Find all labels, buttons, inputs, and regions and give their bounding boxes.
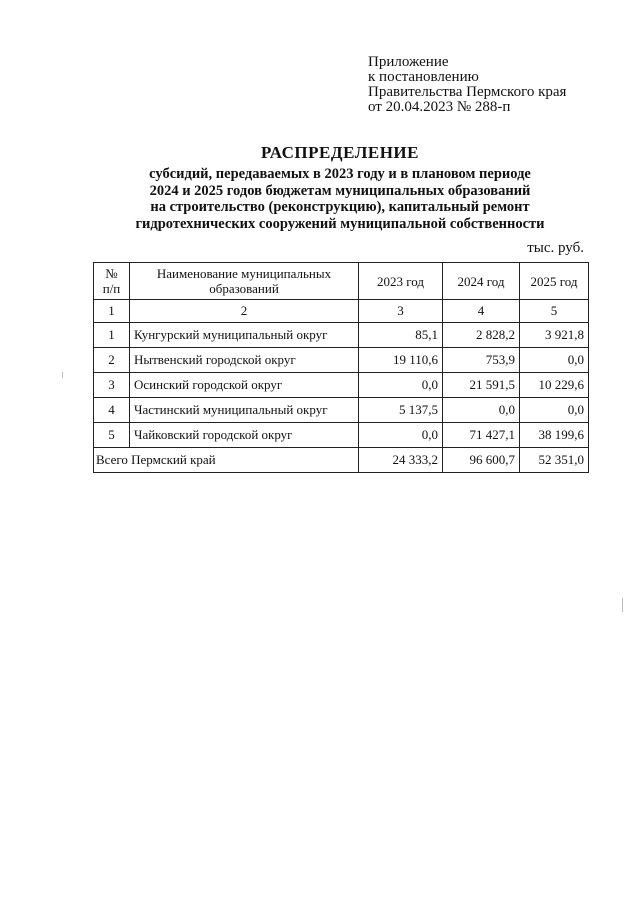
value-2025: 10 229,6 — [520, 373, 589, 398]
municipality-name: Частинский муниципальный округ — [130, 398, 359, 423]
appendix-line-3: Правительства Пермского края — [368, 84, 567, 100]
column-number: 5 — [520, 300, 589, 323]
subtitle-line-3: на строительство (реконструкцию), капитальный ремонт — [150, 199, 530, 215]
municipality-name: Чайковский городской округ — [130, 423, 359, 448]
row-number: 5 — [94, 423, 130, 448]
value-2023: 0,0 — [359, 423, 443, 448]
column-number: 1 — [94, 300, 130, 323]
row-number: 1 — [94, 323, 130, 348]
total-2025: 52 351,0 — [520, 448, 589, 473]
appendix-line-2: к постановлению — [368, 69, 479, 85]
value-2025: 38 199,6 — [520, 423, 589, 448]
header-number-line-1: № — [105, 266, 118, 281]
value-2023: 0,0 — [359, 373, 443, 398]
header-name-line-1: Наименование муниципальных — [156, 266, 332, 281]
column-number: 4 — [443, 300, 520, 323]
subtitle-line-2: 2024 и 2025 годов бюджетам муниципальных образований — [149, 182, 531, 199]
total-2024: 96 600,7 — [443, 448, 520, 473]
value-2024: 21 591,5 — [443, 373, 520, 398]
scan-speck — [62, 372, 63, 378]
column-number-row — [94, 300, 589, 323]
header-number — [94, 263, 130, 300]
header-2023: 2023 год — [359, 263, 443, 300]
header-2024: 2024 год — [443, 263, 520, 300]
row-number: 4 — [94, 398, 130, 423]
total-row — [94, 448, 589, 473]
value-2023: 5 137,5 — [359, 398, 443, 423]
value-2024: 2 828,2 — [443, 323, 520, 348]
value-2025: 3 921,8 — [520, 323, 589, 348]
subtitle-line-1: субсидий, передаваемых в 2023 году и в плановом периоде — [149, 166, 531, 182]
appendix-line-4: от 20.04.2023 № 288-п — [368, 99, 511, 115]
total-label: Всего Пермский край — [94, 448, 359, 473]
value-2025: 0,0 — [520, 398, 589, 423]
appendix-line-1: Приложение — [368, 54, 449, 70]
appendix-block — [368, 55, 566, 115]
header-name-line-2: образований — [209, 281, 279, 296]
column-number: 3 — [359, 300, 443, 323]
scan-speck — [622, 598, 623, 612]
municipality-name: Нытвенский городской округ — [130, 348, 359, 373]
table-row — [94, 348, 589, 373]
document-subtitle — [0, 166, 640, 232]
table-header-row — [94, 263, 589, 300]
value-2025: 0,0 — [520, 348, 589, 373]
header-number-line-2: п/п — [102, 281, 121, 296]
table-row — [94, 323, 589, 348]
table-row — [94, 398, 589, 423]
header-name — [130, 263, 359, 300]
value-2024: 71 427,1 — [443, 423, 520, 448]
subsidy-table — [93, 262, 589, 473]
column-number: 2 — [130, 300, 359, 323]
total-2023: 24 333,2 — [359, 448, 443, 473]
header-2025: 2025 год — [520, 263, 589, 300]
municipality-name: Осинский городской округ — [130, 373, 359, 398]
table-row — [94, 423, 589, 448]
value-2024: 0,0 — [443, 398, 520, 423]
row-number: 2 — [94, 348, 130, 373]
unit-label: тыс. руб. — [527, 240, 584, 256]
municipality-name: Кунгурский муниципальный округ — [130, 323, 359, 348]
value-2024: 753,9 — [443, 348, 520, 373]
subtitle-line-4: гидротехнических сооружений муниципальной собственности — [135, 215, 545, 232]
value-2023: 85,1 — [359, 323, 443, 348]
document-title: РАСПРЕДЕЛЕНИЕ — [261, 143, 419, 162]
value-2023: 19 110,6 — [359, 348, 443, 373]
table-row — [94, 373, 589, 398]
row-number: 3 — [94, 373, 130, 398]
